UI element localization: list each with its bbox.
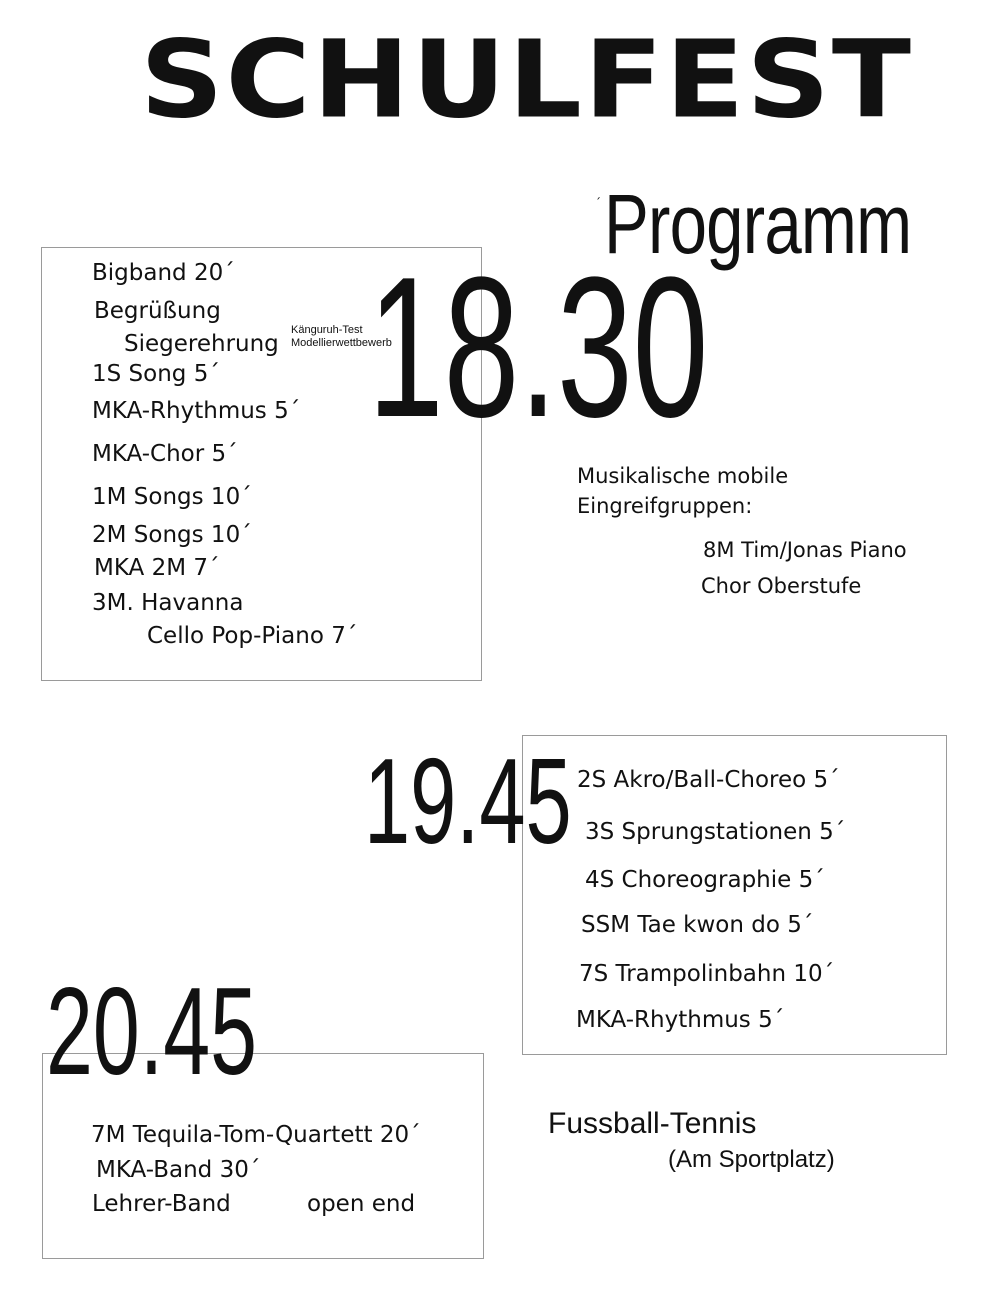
- program-note: Känguruh-Test: [291, 324, 363, 336]
- program-item: MKA-Rhythmus 5´: [92, 398, 301, 424]
- extra-location: (Am Sportplatz): [668, 1146, 835, 1173]
- mobile-group-entry: 8M Tim/Jonas Piano: [703, 538, 907, 562]
- program-item: SSM Tae kwon do 5´: [581, 912, 814, 938]
- program-item: MKA 2M 7´: [94, 555, 220, 581]
- program-item: 7S Trampolinbahn 10´: [579, 961, 835, 987]
- program-item: Begrüßung: [94, 298, 221, 324]
- extra-title: Fussball-Tennis: [548, 1107, 757, 1140]
- program-item: 3S Sprungstationen 5´: [585, 819, 846, 845]
- program-item: Bigband 20´: [92, 260, 235, 286]
- mobile-group-entry: Chor Oberstufe: [701, 574, 862, 598]
- program-item: 7M Tequila-Tom-Quartett 20´: [91, 1122, 421, 1148]
- program-item: 1S Song 5´: [92, 361, 220, 387]
- mobile-groups-heading: Eingreifgruppen:: [577, 494, 753, 518]
- program-item: 2S Akro/Ball-Choreo 5´: [577, 767, 840, 793]
- program-item: Lehrer-Band: [92, 1191, 231, 1217]
- program-item: Siegerehrung: [124, 331, 279, 357]
- time-1830: 18.30: [368, 236, 709, 459]
- program-item: 3M. Havanna: [92, 590, 244, 616]
- program-item-duration: open end: [307, 1191, 416, 1217]
- program-item: MKA-Band 30´: [96, 1157, 261, 1183]
- subtitle-mark: ´: [595, 196, 601, 210]
- program-item: Cello Pop-Piano 7´: [147, 623, 358, 649]
- program-item: MKA-Rhythmus 5´: [576, 1007, 785, 1033]
- program-note: Modellierwettbewerb: [291, 337, 392, 349]
- program-item: MKA-Chor 5´: [92, 441, 238, 467]
- time-1945: 19.45: [364, 733, 572, 869]
- page-title: SCHULFEST: [140, 18, 914, 143]
- program-item: 2M Songs 10´: [92, 522, 252, 548]
- program-item: 1M Songs 10´: [92, 484, 252, 510]
- mobile-groups-heading: Musikalische mobile: [577, 464, 789, 488]
- program-item: 4S Choreographie 5´: [585, 867, 825, 893]
- page-subtitle: Programm: [604, 177, 912, 271]
- time-2045: 20.45: [46, 963, 258, 1101]
